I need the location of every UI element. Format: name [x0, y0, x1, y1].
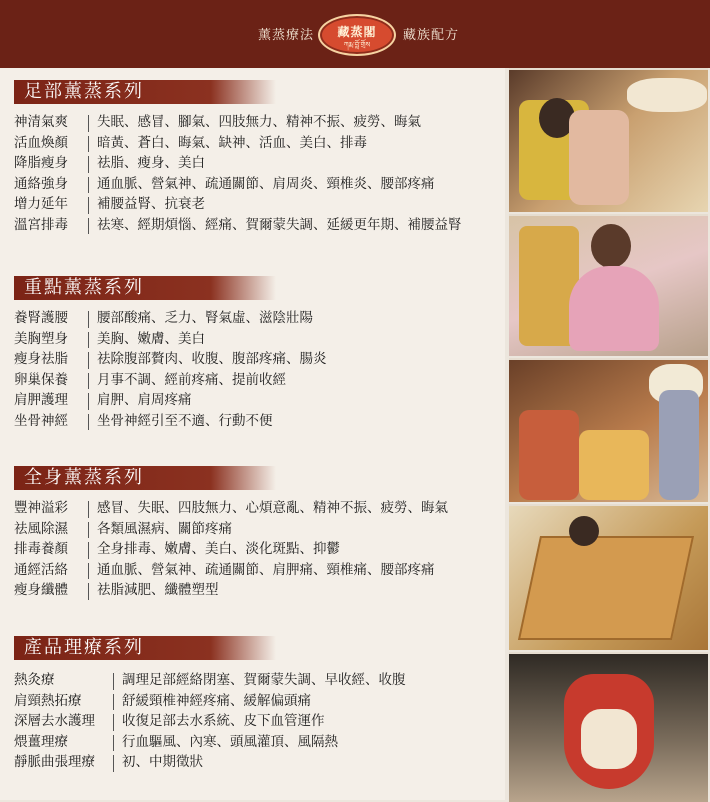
item-desc: 腰部酸痛、乏力、腎氣虛、滋陰壯陽	[97, 310, 313, 326]
item-name: 熱灸療	[14, 672, 55, 688]
section-title: 足部薰蒸系列	[14, 80, 276, 104]
item-desc: 補腰益腎、抗衰老	[97, 196, 205, 212]
item-desc: 舒緩頸椎神經疼痛、緩解偏頭痛	[122, 692, 311, 709]
item-desc: 通血脈、營氣神、疏通關節、肩周炎、頸椎炎、腰部疼痛	[97, 175, 435, 192]
person-head-shape	[591, 224, 631, 268]
photo-group-steam	[509, 358, 708, 502]
item-desc: 行血驅風、內寒、頭風灌頂、風隔熱	[122, 733, 338, 750]
list-item	[14, 349, 504, 370]
item-name: 養腎護腰	[14, 310, 68, 326]
divider	[113, 735, 114, 752]
item-desc: 各類風濕病、關節疼痛	[97, 520, 232, 537]
divider	[88, 501, 89, 518]
item-name: 通經活絡	[14, 561, 68, 578]
photo-wooden-steam-box	[509, 504, 708, 650]
pink-robe-shape	[569, 266, 659, 351]
list-item	[14, 732, 504, 753]
section-focus-steam	[14, 276, 504, 431]
item-name: 肩胛護理	[14, 392, 68, 408]
section-title: 重點薰蒸系列	[14, 276, 276, 300]
item-name: 卵巢保養	[14, 371, 68, 388]
list-item	[14, 711, 504, 732]
item-desc: 通血脈、營氣神、疏通關節、肩胛痛、頸椎痛、腰部疼痛	[97, 561, 435, 578]
person-shape	[519, 410, 579, 500]
item-name: 瘦身祛脂	[14, 351, 68, 367]
item-desc: 收復足部去水系統、皮下血管運作	[122, 713, 325, 729]
item-name: 煨薑理療	[14, 733, 68, 750]
wooden-box-shape	[518, 536, 694, 640]
chair-shape-2	[569, 110, 629, 205]
item-desc: 全身排毒、嫩膚、美白、淡化斑點、抑鬱	[97, 541, 340, 557]
item-desc: 坐骨神經引至不適、行動不便	[97, 412, 273, 429]
list-item	[14, 308, 504, 329]
item-desc: 暗黃、蒼白、晦氣、缺神、活血、美白、排毒	[97, 134, 367, 151]
divider	[113, 694, 114, 711]
logo-subtext: ཀརྨ་བློ་གྲོས	[343, 41, 371, 49]
section-product-therapy	[14, 636, 504, 773]
logo-text: 藏蒸閣	[337, 25, 377, 39]
item-name: 祛風除濕	[14, 520, 68, 537]
section-title: 全身薰蒸系列	[14, 466, 276, 490]
photo-column	[505, 68, 710, 800]
divider	[113, 714, 114, 731]
photo-focus-steam	[509, 214, 708, 356]
divider	[88, 115, 89, 132]
person-head-shape	[569, 516, 599, 546]
item-name: 豐神溢彩	[14, 500, 68, 516]
item-name: 排毒養顏	[14, 541, 68, 557]
item-name: 美胸塑身	[14, 330, 68, 347]
item-name: 增力延年	[14, 196, 68, 212]
item-desc: 祛除腹部贅肉、收腹、腹部疼痛、腸炎	[97, 351, 327, 367]
divider	[88, 218, 89, 235]
item-name: 肩頸熱拓療	[14, 692, 82, 709]
list-item	[14, 752, 504, 773]
item-desc: 美胸、嫩膚、美白	[97, 330, 205, 347]
item-name: 神清氣爽	[14, 114, 68, 130]
section-full-body-steam	[14, 466, 504, 601]
list-item	[14, 390, 504, 411]
section-foot-steam	[14, 80, 504, 235]
item-name: 降脂瘦身	[14, 155, 68, 171]
list-item	[14, 133, 504, 154]
towel-shape	[579, 430, 649, 500]
divider	[88, 156, 89, 173]
item-name: 深層去水護理	[14, 713, 95, 729]
divider	[88, 522, 89, 539]
item-desc: 祛脂、瘦身、美白	[97, 155, 205, 171]
item-name: 活血煥顏	[14, 134, 68, 151]
item-desc: 感冒、失眠、四肢無力、心煩意亂、精神不振、疲勞、晦氣	[97, 500, 448, 516]
item-desc: 失眠、感冒、腳氣、四肢無力、精神不振、疲勞、晦氣	[97, 114, 421, 130]
item-desc: 初、中期徵狀	[122, 754, 203, 770]
divider	[113, 673, 114, 690]
header-left-text: 薰蒸療法	[258, 28, 315, 43]
photo-ceramic-jar	[509, 652, 708, 802]
section-title: 產品理療系列	[14, 636, 276, 660]
divider	[88, 373, 89, 390]
list-item	[14, 370, 504, 391]
list-item	[14, 560, 504, 581]
item-desc: 祛寒、經期煩惱、經痛、賀爾蒙失調、延緩更年期、補腰益腎	[97, 216, 462, 233]
list-item	[14, 691, 504, 712]
item-desc: 肩胛、肩周疼痛	[97, 392, 192, 408]
list-item	[14, 580, 504, 601]
list-item	[14, 539, 504, 560]
item-desc: 祛脂減肥、纖體塑型	[97, 582, 219, 598]
divider	[88, 177, 89, 194]
list-item	[14, 498, 504, 519]
item-name: 溫宮排毒	[14, 216, 68, 233]
list-item	[14, 194, 504, 215]
divider	[88, 414, 89, 431]
divider	[88, 332, 89, 349]
divider	[88, 136, 89, 153]
divider	[88, 542, 89, 559]
staff-shape	[659, 390, 699, 500]
jar-label-shape	[581, 709, 637, 769]
item-name: 靜脈曲張理療	[14, 754, 95, 770]
page-header	[0, 0, 710, 68]
list-item	[14, 112, 504, 133]
list-item	[14, 329, 504, 350]
divider	[88, 352, 89, 369]
list-item	[14, 153, 504, 174]
list-item	[14, 670, 504, 691]
item-name: 瘦身纖體	[14, 582, 68, 598]
item-name: 坐骨神經	[14, 412, 68, 429]
brand-logo	[318, 14, 396, 56]
list-item	[14, 411, 504, 432]
divider	[113, 755, 114, 772]
divider	[88, 311, 89, 328]
list-item	[14, 519, 504, 540]
list-item	[14, 174, 504, 195]
divider	[88, 197, 89, 214]
divider	[88, 393, 89, 410]
list-item	[14, 215, 504, 236]
divider	[88, 563, 89, 580]
divider	[88, 583, 89, 600]
header-right-text: 藏族配方	[403, 28, 460, 43]
item-desc: 調理足部經絡閉塞、賀爾蒙失調、早收經、收腹	[122, 672, 406, 688]
treatment-list-panel	[0, 68, 505, 800]
flower-decor	[627, 78, 707, 112]
photo-foot-steam-chair	[509, 68, 708, 212]
item-name: 通絡強身	[14, 175, 68, 192]
item-desc: 月事不調、經前疼痛、提前收經	[97, 371, 286, 388]
